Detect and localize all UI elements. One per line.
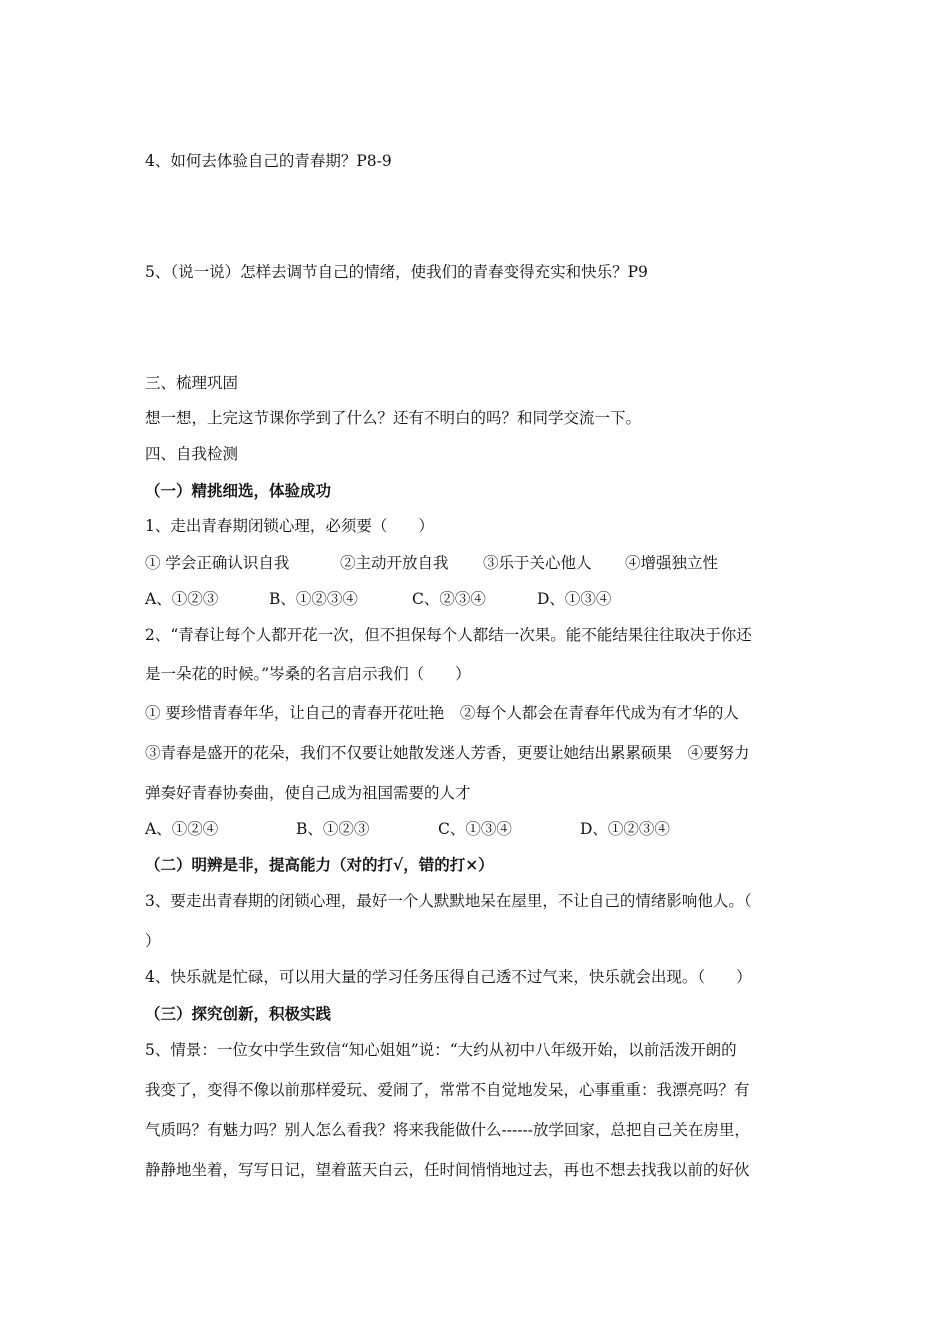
question-4-experience-adolescence: 4、如何去体验自己的青春期？P8-9 bbox=[145, 152, 392, 170]
scenario-question-5-line-4: 静静地坐着，写写日记，望着蓝天白云，任时间悄悄地过去，再也不想去找我以前的好伙 bbox=[145, 1161, 750, 1179]
mc-question-2-items-line-1: ① 要珍惜青春年华，让自己的青春开花吐艳 ②每个人都会在青春年代成为有才华的人 bbox=[145, 704, 739, 722]
part-1-heading: （一）精挑细选，体验成功 bbox=[145, 481, 332, 500]
tf-question-4: 4、快乐就是忙碌，可以用大量的学习任务压得自己透不过气来，快乐就会出现。（ ） bbox=[145, 968, 752, 986]
mc-question-1-items bbox=[145, 552, 820, 574]
q1-item-4: ④增强独立性 bbox=[625, 554, 719, 572]
q2-choice-c: C、①③④ bbox=[438, 820, 512, 838]
mc-question-2-choices bbox=[145, 818, 820, 840]
mc-question-1-stem: 1、走出青春期闭锁心理，必须要（ ） bbox=[145, 517, 434, 535]
q2-choice-a: A、①②④ bbox=[145, 820, 219, 838]
mc-question-2-stem-line-1: 2、“青春让每个人都开花一次，但不担保每个人都结一次果。能不能结果往往取决于你还 bbox=[145, 626, 752, 644]
mc-question-2-items-line-3: 弹奏好青春协奏曲，使自己成为祖国需要的人才 bbox=[145, 784, 471, 802]
scenario-question-5-line-1: 5、情景：一位女中学生致信“知心姐姐”说：“大约从初中八年级开始，以前活泼开朗的 bbox=[145, 1041, 737, 1059]
scenario-question-5-line-2: 我变了，变得不像以前那样爱玩、爱闹了，常常不自觉地发呆，心事重重：我漂亮吗？有 bbox=[145, 1081, 750, 1099]
q1-item-3: ③乐于关心他人 bbox=[483, 554, 592, 572]
q1-item-1: ① 学会正确认识自我 bbox=[145, 554, 290, 572]
q1-choice-a: A、①②③ bbox=[145, 590, 219, 608]
tf-question-3-line-2: ） bbox=[145, 932, 161, 950]
mc-question-1-choices bbox=[145, 588, 820, 610]
section-3-text: 想一想，上完这节课你学到了什么？还有不明白的吗？和同学交流一下。 bbox=[145, 409, 642, 427]
part-2-heading: （二）明辨是非，提高能力（对的打√，错的打×） bbox=[145, 855, 494, 874]
q1-choice-b: B、①②③④ bbox=[269, 590, 358, 608]
section-4-heading: 四、自我检测 bbox=[145, 445, 239, 463]
mc-question-2-stem-line-2: 是一朵花的时候。”岑桑的名言启示我们（ ） bbox=[145, 665, 471, 683]
mc-question-2-items-line-2: ③青春是盛开的花朵，我们不仅要让她散发迷人芳香，更要让她结出累累硕果 ④要努力 bbox=[145, 744, 750, 762]
q2-choice-d: D、①②③④ bbox=[580, 820, 670, 838]
question-5-regulate-emotions: 5、（说一说）怎样去调节自己的情绪，使我们的青春变得充实和快乐？P9 bbox=[145, 263, 648, 281]
q1-item-2: ②主动开放自我 bbox=[340, 554, 449, 572]
section-3-heading: 三、梳理巩固 bbox=[145, 374, 239, 392]
q1-choice-c: C、②③④ bbox=[412, 590, 486, 608]
q2-choice-b: B、①②③ bbox=[296, 820, 370, 838]
tf-question-3-line-1: 3、要走出青春期的闭锁心理，最好一个人默默地呆在屋里，不让自己的情绪影响他人。（ bbox=[145, 892, 752, 910]
part-3-heading: （三）探究创新，积极实践 bbox=[145, 1004, 332, 1023]
q1-choice-d: D、①③④ bbox=[537, 590, 612, 608]
scenario-question-5-line-3: 气质吗？有魅力吗？别人怎么看我？将来我能做什么------放学回家，总把自己关在房里， bbox=[145, 1121, 750, 1139]
